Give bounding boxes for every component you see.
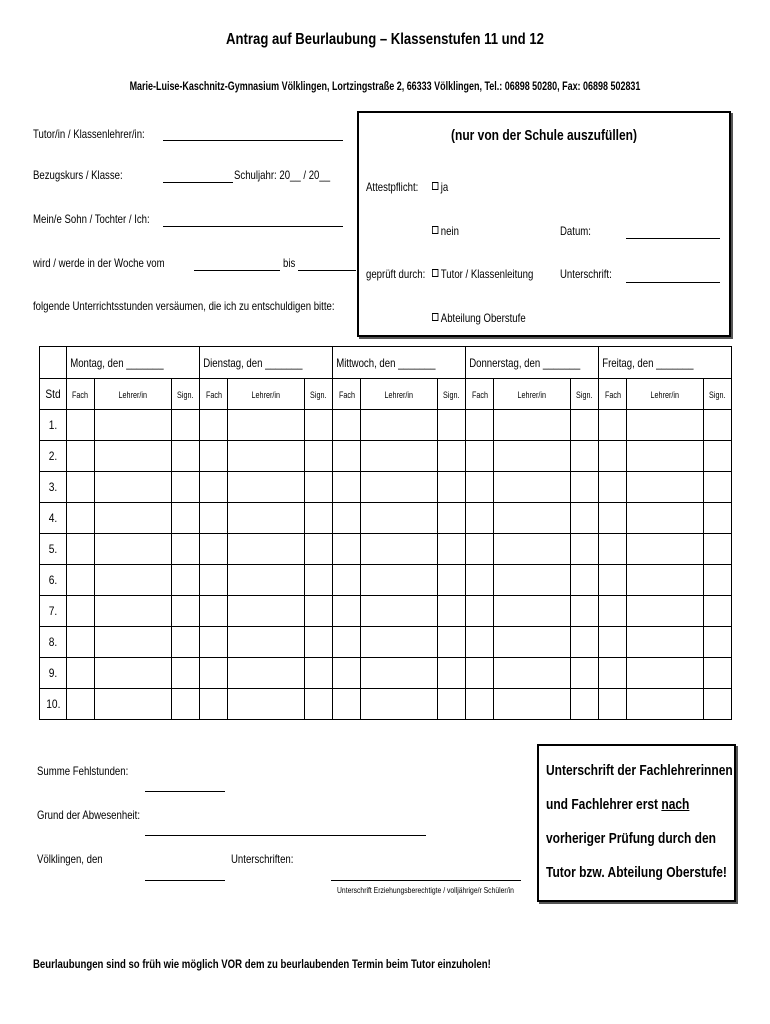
- std-header: Std: [40, 379, 67, 410]
- sign-cell[interactable]: [305, 472, 333, 503]
- fach-cell[interactable]: [333, 689, 361, 720]
- sign-cell[interactable]: [172, 503, 200, 534]
- fach-cell[interactable]: [466, 534, 494, 565]
- fach-cell[interactable]: [466, 565, 494, 596]
- fach-cell[interactable]: [67, 472, 95, 503]
- checkbox-icon[interactable]: [432, 269, 438, 277]
- table-row: [40, 565, 732, 596]
- grund-label: Grund der Abwesenheit:: [37, 808, 140, 822]
- sign-cell[interactable]: [571, 410, 599, 441]
- datum-label: Datum:: [560, 224, 591, 238]
- fach-cell[interactable]: [67, 596, 95, 627]
- row-number: 8.: [40, 627, 67, 658]
- lehrer-cell[interactable]: [361, 441, 438, 472]
- attest-ja-label: ja: [440, 180, 449, 194]
- fach-cell[interactable]: [67, 689, 95, 720]
- fach-cell[interactable]: [599, 472, 627, 503]
- lehrer-cell[interactable]: [228, 627, 305, 658]
- page-title: Antrag auf Beurlaubung – Klassenstufen 11 und 12: [226, 31, 544, 48]
- woche-label: wird / werde in der Woche vom: [33, 256, 165, 270]
- sign-cell[interactable]: [172, 596, 200, 627]
- lehrer-cell[interactable]: [95, 689, 172, 720]
- lehrer-cell[interactable]: [494, 689, 571, 720]
- day-header-mo: Montag, den _______: [67, 347, 200, 379]
- fach-cell[interactable]: [200, 689, 228, 720]
- sign-cell[interactable]: [172, 534, 200, 565]
- sign-cell[interactable]: [571, 596, 599, 627]
- fach-cell[interactable]: [67, 410, 95, 441]
- fach-cell[interactable]: [67, 441, 95, 472]
- lehrer-cell[interactable]: [95, 534, 172, 565]
- sign-cell[interactable]: [571, 441, 599, 472]
- parent-signature-field[interactable]: [331, 880, 521, 881]
- sign-cell[interactable]: [704, 689, 732, 720]
- lehrer-cell[interactable]: [95, 658, 172, 689]
- lehrer-cell[interactable]: [228, 441, 305, 472]
- sign-header: Sign.: [438, 379, 466, 410]
- sign-cell[interactable]: [438, 689, 466, 720]
- sign-cell[interactable]: [438, 627, 466, 658]
- lehrer-cell[interactable]: [228, 658, 305, 689]
- fach-cell[interactable]: [599, 410, 627, 441]
- sign-cell[interactable]: [704, 565, 732, 596]
- sign-cell[interactable]: [571, 565, 599, 596]
- fach-cell[interactable]: [333, 534, 361, 565]
- lehrer-cell[interactable]: [494, 410, 571, 441]
- schuljahr-label: Schuljahr: 20__ / 20__: [234, 168, 331, 182]
- lehrer-cell[interactable]: [95, 410, 172, 441]
- sign-cell[interactable]: [305, 441, 333, 472]
- fach-cell[interactable]: [67, 565, 95, 596]
- fach-cell[interactable]: [200, 627, 228, 658]
- lehrer-cell[interactable]: [95, 503, 172, 534]
- row-number: 6.: [40, 565, 67, 596]
- row-number: 4.: [40, 503, 67, 534]
- sign-cell[interactable]: [438, 565, 466, 596]
- sign-cell[interactable]: [172, 441, 200, 472]
- fach-cell[interactable]: [466, 472, 494, 503]
- attest-label: Attestpflicht:: [366, 180, 419, 194]
- sign-header: Sign.: [172, 379, 200, 410]
- lehrer-cell[interactable]: [95, 627, 172, 658]
- lehrer-cell[interactable]: [361, 627, 438, 658]
- fach-cell[interactable]: [200, 565, 228, 596]
- lehrer-cell[interactable]: [228, 565, 305, 596]
- geprueft-label: geprüft durch:: [366, 267, 426, 281]
- woche-von-field[interactable]: [194, 270, 280, 271]
- fach-cell[interactable]: [599, 503, 627, 534]
- tutor-label: Tutor/in / Klassenlehrer/in:: [33, 127, 145, 141]
- row-number: 5.: [40, 534, 67, 565]
- sign-header: Sign.: [704, 379, 732, 410]
- sign-header: Sign.: [305, 379, 333, 410]
- table-row: [40, 596, 732, 627]
- lehrer-cell[interactable]: [361, 410, 438, 441]
- signature-caption: Unterschrift Erziehungsberechtigte / volljährige/r Schüler/in: [337, 885, 514, 895]
- sign-cell[interactable]: [704, 534, 732, 565]
- sign-cell[interactable]: [704, 441, 732, 472]
- sign-cell[interactable]: [704, 658, 732, 689]
- sign-cell[interactable]: [438, 503, 466, 534]
- lehrer-cell[interactable]: [228, 689, 305, 720]
- lehrer-cell[interactable]: [627, 658, 704, 689]
- lehrer-cell[interactable]: [494, 627, 571, 658]
- folgende-label: folgende Unterrichtsstunden versäumen, die ich zu entschuldigen bitte:: [33, 299, 335, 313]
- table-row: [40, 472, 732, 503]
- fach-cell[interactable]: [599, 534, 627, 565]
- datum-field[interactable]: [626, 238, 720, 239]
- lehrer-cell[interactable]: [361, 658, 438, 689]
- row-number: 2.: [40, 441, 67, 472]
- fach-cell[interactable]: [67, 534, 95, 565]
- lehrer-cell[interactable]: [627, 472, 704, 503]
- lehrer-cell[interactable]: [361, 689, 438, 720]
- fach-cell[interactable]: [466, 658, 494, 689]
- fach-cell[interactable]: [67, 627, 95, 658]
- row-number: 9.: [40, 658, 67, 689]
- attest-nein-label: nein: [440, 224, 459, 238]
- fach-header: Fach: [333, 379, 361, 410]
- fach-cell[interactable]: [200, 503, 228, 534]
- day-header-mi: Mittwoch, den _______: [333, 347, 466, 379]
- unterschrift-label: Unterschrift:: [560, 267, 612, 281]
- fach-cell[interactable]: [333, 565, 361, 596]
- lehrer-cell[interactable]: [627, 596, 704, 627]
- fach-cell[interactable]: [466, 503, 494, 534]
- sign-cell[interactable]: [305, 410, 333, 441]
- lehrer-header: Lehrer/in: [627, 379, 704, 410]
- lehrer-cell[interactable]: [627, 627, 704, 658]
- fach-header: Fach: [67, 379, 95, 410]
- fach-cell[interactable]: [67, 658, 95, 689]
- sign-cell[interactable]: [571, 472, 599, 503]
- lehrer-cell[interactable]: [494, 534, 571, 565]
- fach-cell[interactable]: [200, 596, 228, 627]
- attest-nein-option[interactable]: [432, 224, 459, 238]
- unterschriften-label: Unterschriften:: [231, 852, 294, 866]
- sign-cell[interactable]: [172, 658, 200, 689]
- sign-cell[interactable]: [305, 596, 333, 627]
- lehrer-cell[interactable]: [95, 596, 172, 627]
- lehrer-cell[interactable]: [627, 689, 704, 720]
- oberstufe-option-label: Abteilung Oberstufe: [440, 311, 526, 325]
- sign-cell[interactable]: [305, 534, 333, 565]
- table-row: [40, 503, 732, 534]
- sign-cell[interactable]: [438, 658, 466, 689]
- lehrer-cell[interactable]: [361, 472, 438, 503]
- fach-cell[interactable]: [200, 534, 228, 565]
- row-number: 1.: [40, 410, 67, 441]
- fach-cell[interactable]: [333, 410, 361, 441]
- checkbox-icon[interactable]: [432, 313, 438, 321]
- sign-cell[interactable]: [438, 410, 466, 441]
- fach-cell[interactable]: [67, 503, 95, 534]
- fach-cell[interactable]: [200, 658, 228, 689]
- sign-cell[interactable]: [704, 627, 732, 658]
- sign-cell[interactable]: [438, 596, 466, 627]
- note-line-3: vorheriger Prüfung durch den: [546, 830, 717, 847]
- fach-cell[interactable]: [333, 627, 361, 658]
- lehrer-cell[interactable]: [228, 472, 305, 503]
- tutor-option[interactable]: [432, 267, 533, 281]
- day-header-di: Dienstag, den _______: [200, 347, 333, 379]
- checkbox-icon[interactable]: [432, 182, 438, 190]
- note-line-4: Tutor bzw. Abteilung Oberstufe!: [546, 864, 727, 881]
- lehrer-cell[interactable]: [95, 472, 172, 503]
- lehrer-cell[interactable]: [95, 565, 172, 596]
- lehrer-header: Lehrer/in: [494, 379, 571, 410]
- oberstufe-option[interactable]: [432, 311, 526, 325]
- table-row: [40, 441, 732, 472]
- kind-label: Mein/e Sohn / Tochter / Ich:: [33, 212, 150, 226]
- fach-header: Fach: [599, 379, 627, 410]
- grund-field[interactable]: [145, 835, 426, 836]
- fach-cell[interactable]: [466, 596, 494, 627]
- lehrer-cell[interactable]: [494, 658, 571, 689]
- unterschrift-field[interactable]: [626, 282, 720, 283]
- table-row: [40, 627, 732, 658]
- sign-cell[interactable]: [305, 627, 333, 658]
- checkbox-icon[interactable]: [432, 226, 438, 234]
- fach-cell[interactable]: [200, 472, 228, 503]
- summe-field[interactable]: [145, 791, 225, 792]
- summe-label: Summe Fehlstunden:: [37, 764, 129, 778]
- fach-cell[interactable]: [599, 441, 627, 472]
- fach-cell[interactable]: [200, 410, 228, 441]
- row-number: 10.: [40, 689, 67, 720]
- lehrer-cell[interactable]: [228, 596, 305, 627]
- sign-header: Sign.: [571, 379, 599, 410]
- lehrer-cell[interactable]: [361, 503, 438, 534]
- sign-cell[interactable]: [172, 565, 200, 596]
- kurs-field[interactable]: [163, 182, 233, 183]
- lehrer-cell[interactable]: [228, 534, 305, 565]
- ort-label: Völklingen, den: [37, 852, 103, 866]
- school-only-box: [357, 111, 731, 337]
- fach-cell[interactable]: [599, 689, 627, 720]
- sign-cell[interactable]: [571, 689, 599, 720]
- lehrer-cell[interactable]: [494, 596, 571, 627]
- fach-cell[interactable]: [333, 472, 361, 503]
- fach-cell[interactable]: [200, 441, 228, 472]
- sign-cell[interactable]: [305, 658, 333, 689]
- lehrer-cell[interactable]: [627, 534, 704, 565]
- sign-cell[interactable]: [438, 534, 466, 565]
- fach-cell[interactable]: [466, 627, 494, 658]
- sign-cell[interactable]: [172, 472, 200, 503]
- school-box-title: (nur von der Schule auszufüllen): [450, 127, 638, 144]
- sign-cell[interactable]: [305, 503, 333, 534]
- fach-cell[interactable]: [599, 596, 627, 627]
- lehrer-header: Lehrer/in: [95, 379, 172, 410]
- lehrer-cell[interactable]: [494, 472, 571, 503]
- table-row: [40, 658, 732, 689]
- fach-cell[interactable]: [599, 627, 627, 658]
- lehrer-cell[interactable]: [627, 441, 704, 472]
- ort-date-field[interactable]: [145, 880, 225, 881]
- day-header-fr: Freitag, den _______: [599, 347, 732, 379]
- lehrer-cell[interactable]: [494, 503, 571, 534]
- tutor-option-label: Tutor / Klassenleitung: [440, 267, 534, 281]
- table-row: [40, 689, 732, 720]
- lehrer-cell[interactable]: [627, 410, 704, 441]
- sign-cell[interactable]: [704, 472, 732, 503]
- woche-bis-field[interactable]: [298, 270, 356, 271]
- sign-cell[interactable]: [571, 503, 599, 534]
- fach-cell[interactable]: [333, 503, 361, 534]
- lehrer-cell[interactable]: [627, 503, 704, 534]
- fach-cell[interactable]: [599, 658, 627, 689]
- sign-cell[interactable]: [172, 410, 200, 441]
- sign-cell[interactable]: [704, 503, 732, 534]
- sign-cell[interactable]: [305, 689, 333, 720]
- kind-field[interactable]: [163, 226, 343, 227]
- fach-cell[interactable]: [466, 689, 494, 720]
- attest-ja-option[interactable]: [432, 180, 448, 194]
- row-number: 7.: [40, 596, 67, 627]
- fach-cell[interactable]: [333, 658, 361, 689]
- lehrer-cell[interactable]: [494, 441, 571, 472]
- footer-notice: Beurlaubungen sind so früh wie möglich VOR dem zu beurlaubenden Termin beim Tutor einzuholen!: [33, 957, 491, 971]
- fach-cell[interactable]: [466, 441, 494, 472]
- sign-cell[interactable]: [172, 627, 200, 658]
- fach-cell[interactable]: [333, 596, 361, 627]
- lehrer-cell[interactable]: [361, 565, 438, 596]
- table-corner: [40, 347, 67, 379]
- sign-cell[interactable]: [571, 658, 599, 689]
- note-line-2: und Fachlehrer erst nach: [546, 796, 690, 813]
- sign-cell[interactable]: [704, 410, 732, 441]
- fach-cell[interactable]: [333, 441, 361, 472]
- note-line-1: Unterschrift der Fachlehrerinnen: [546, 762, 733, 779]
- fach-cell[interactable]: [466, 410, 494, 441]
- fach-header: Fach: [200, 379, 228, 410]
- table-row: [40, 534, 732, 565]
- lehrer-cell[interactable]: [361, 596, 438, 627]
- lehrer-cell[interactable]: [627, 565, 704, 596]
- bis-label: bis: [283, 256, 296, 270]
- lehrer-header: Lehrer/in: [361, 379, 438, 410]
- lehrer-cell[interactable]: [228, 503, 305, 534]
- lehrer-cell[interactable]: [95, 441, 172, 472]
- kurs-label: Bezugskurs / Klasse:: [33, 168, 123, 182]
- lehrer-header: Lehrer/in: [228, 379, 305, 410]
- sign-cell[interactable]: [305, 565, 333, 596]
- sign-cell[interactable]: [172, 689, 200, 720]
- school-address: Marie-Luise-Kaschnitz-Gymnasium Völklingen, Lortzingstraße 2, 66333 Völklingen, Tel.: 06898 50280, Fax: 06898 502831: [129, 81, 641, 93]
- lehrer-cell[interactable]: [361, 534, 438, 565]
- day-header-do: Donnerstag, den _______: [466, 347, 599, 379]
- row-number: 3.: [40, 472, 67, 503]
- sign-cell[interactable]: [704, 596, 732, 627]
- table-row: [40, 410, 732, 441]
- sign-cell[interactable]: [438, 441, 466, 472]
- sign-cell[interactable]: [571, 627, 599, 658]
- absence-table: [39, 346, 732, 720]
- lehrer-cell[interactable]: [494, 565, 571, 596]
- fach-cell[interactable]: [599, 565, 627, 596]
- tutor-field[interactable]: [163, 140, 343, 141]
- lehrer-cell[interactable]: [228, 410, 305, 441]
- fach-header: Fach: [466, 379, 494, 410]
- sign-cell[interactable]: [438, 472, 466, 503]
- sign-cell[interactable]: [571, 534, 599, 565]
